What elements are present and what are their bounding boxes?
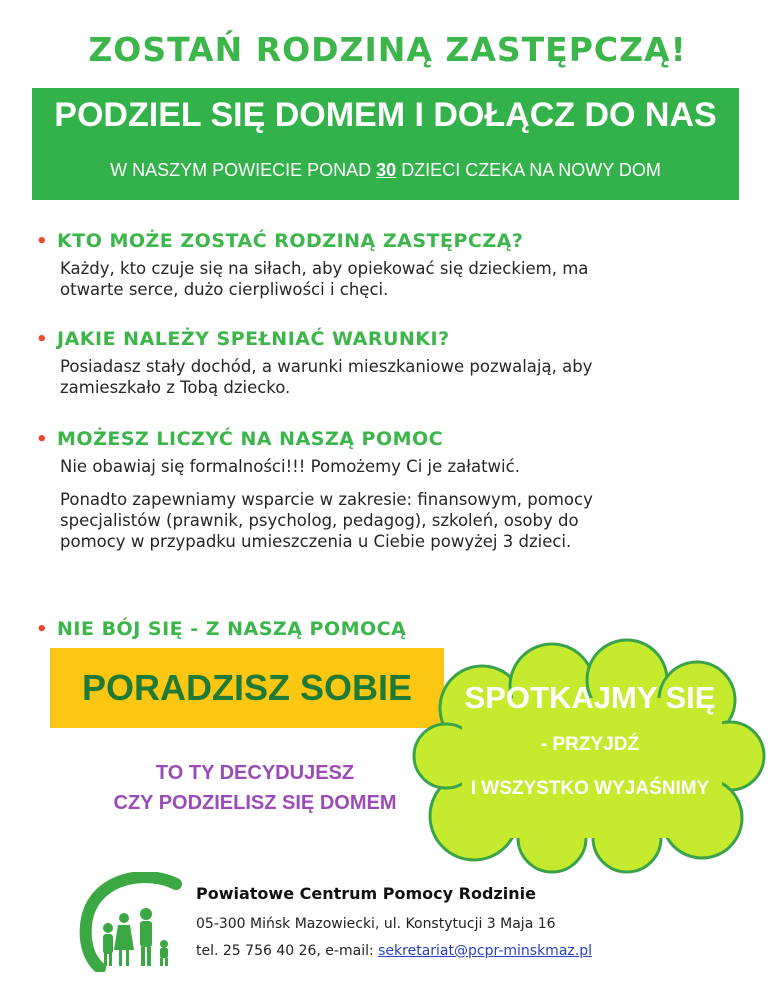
decide-line-2: CZY PODZIELISZ SIĘ DOMEM — [113, 792, 397, 814]
bullet-icon: • — [36, 329, 49, 350]
bullet-icon: • — [36, 429, 49, 450]
headline-banner — [32, 88, 739, 200]
decide-text — [70, 758, 440, 818]
decide-line-1: TO TY DECYDUJESZ — [155, 762, 355, 784]
section-help — [36, 428, 636, 552]
org-address: 05-300 Mińsk Mazowiecki, ul. Konstytucji 3 Maja 16 — [196, 916, 556, 932]
section-heading: NIE BÓJ SIĘ - Z NASZĄ POMOCĄ — [57, 618, 407, 640]
banner-headline: PODZIEL SIĘ DOMEM I DOŁĄCZ DO NAS — [54, 96, 717, 134]
section-heading: MOŻESZ LICZYĆ NA NASZĄ POMOC — [57, 428, 444, 450]
you-will-manage-box — [50, 648, 444, 728]
section-conditions — [36, 328, 636, 398]
email-link[interactable]: sekretariat@pcpr-minskmaz.pl — [378, 943, 592, 959]
org-contact — [196, 943, 592, 959]
org-name: Powiatowe Centrum Pomocy Rodzinie — [196, 884, 536, 903]
you-will-manage-text: PORADZISZ SOBIE — [81, 667, 413, 708]
section-heading: JAKIE NALEŻY SPEŁNIAĆ WARUNKI? — [57, 328, 450, 350]
cloud-line-1: SPOTKAJMY SIĘ — [464, 680, 716, 715]
section-paragraph: Każdy, kto czuje się na siłach, aby opiekować się dzieckiem, ma otwarte serce, dużo cierpliwości i chęci. — [60, 259, 589, 299]
cloud-text — [420, 680, 760, 800]
banner-subline — [32, 160, 739, 181]
banner-sub-after: DZIECI CZEKA NA NOWY DOM — [401, 160, 661, 180]
bullet-icon: • — [36, 619, 49, 640]
page-title: ZOSTAŃ RODZINĄ ZASTĘPCZĄ! — [88, 30, 687, 69]
phone-text: tel. 25 756 40 26, e-mail: — [196, 943, 374, 959]
section-who — [36, 230, 636, 300]
cloud-line-2: - PRZYJDŹ — [540, 734, 640, 755]
section-heading: KTO MOŻE ZOSTAĆ RODZINĄ ZASTĘPCZĄ? — [57, 230, 524, 252]
banner-sub-before: W NASZYM POWIECIE PONAD — [110, 160, 372, 180]
section-paragraph: Posiadasz stały dochód, a warunki mieszkaniowe pozwalają, aby zamieszkało z Tobą dziecko. — [60, 357, 593, 397]
family-logo-icon — [78, 872, 188, 972]
bullet-icon: • — [36, 231, 49, 252]
section-paragraph: Nie obawiaj się formalności!!! Pomożemy Ci je załatwić. — [60, 457, 520, 476]
section-dont-fear — [36, 618, 636, 640]
banner-sub-number: 30 — [376, 160, 397, 180]
cloud-line-3: I WSZYSTKO WYJAŚNIMY — [470, 778, 710, 799]
section-paragraph: Ponadto zapewniamy wsparcie w zakresie: finansowym, pomocy specjalistów (prawnik, psycholog, pedagog), szkoleń, osoby do pomocy w przypadku umieszczenia u Ciebie powyżej 3 dzieci. — [60, 490, 593, 551]
